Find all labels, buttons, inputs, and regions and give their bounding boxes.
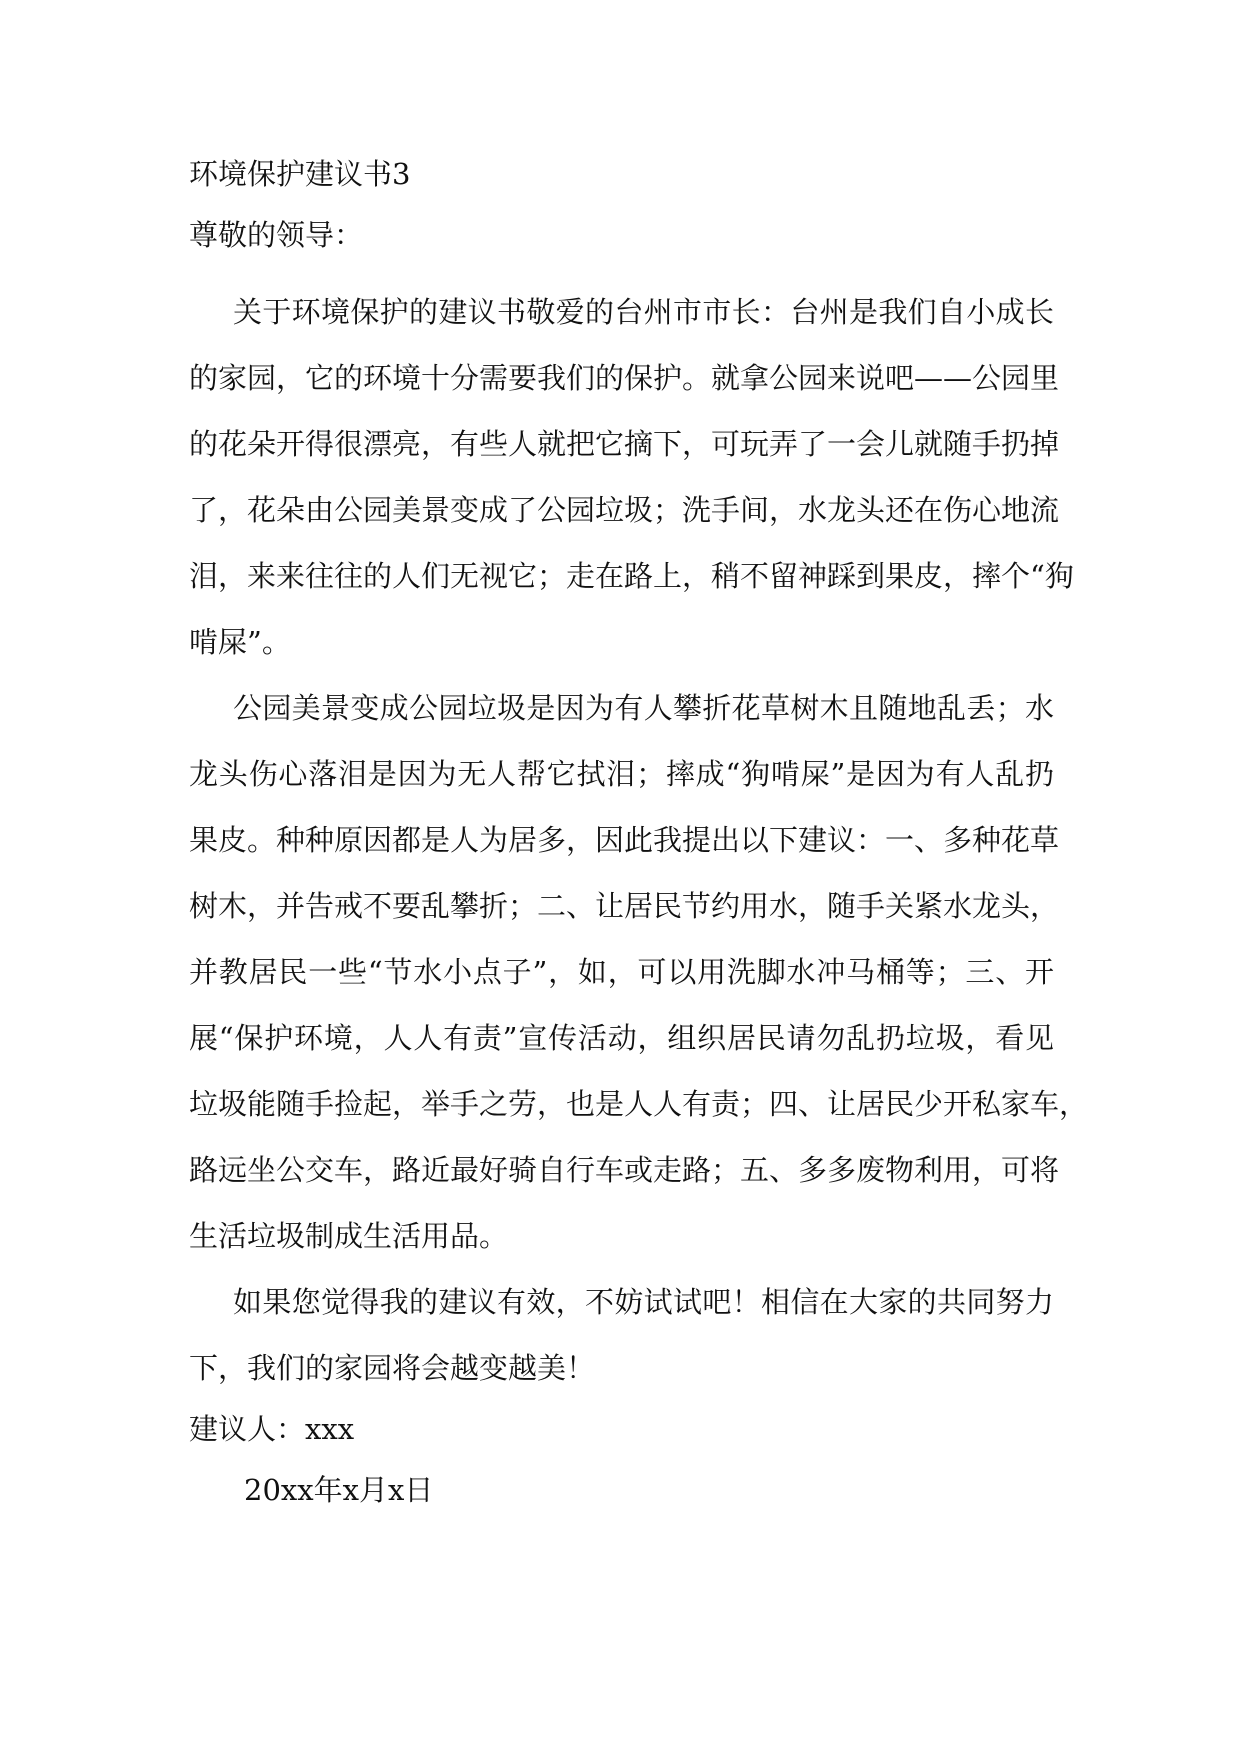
paragraph-2-line-2: 龙头伤心落泪是因为无人帮它拭泪；摔成“狗啃屎”是因为有人乱扔 xyxy=(189,757,1054,791)
paragraph-2-line-8: 路远坐公交车，路近最好骑自行车或走路；五、多多废物利用，可将 xyxy=(189,1153,1060,1187)
paragraph-2-line-6: 展“保护环境，人人有责”宣传活动，组织居民请勿乱扔垃圾，看见 xyxy=(189,1021,1054,1055)
paragraph-1-line-2: 的家园，它的环境十分需要我们的保护。就拿公园来说吧——公园里 xyxy=(189,361,1060,395)
paragraph-3-line-2: 下，我们的家园将会越变越美！ xyxy=(189,1351,596,1385)
paragraph-2-line-4: 树木，并告戒不要乱攀折；二、让居民节约用水，随手关紧水龙头， xyxy=(189,889,1060,923)
paragraph-1-line-1: 关于环境保护的建议书敬爱的台州市市长：台州是我们自小成长 xyxy=(233,295,1054,329)
document-title: 环境保护建议书3 xyxy=(189,157,411,191)
signature: 建议人：xxx xyxy=(189,1412,355,1446)
paragraph-2-line-9: 生活垃圾制成生活用品。 xyxy=(189,1219,509,1253)
paragraph-2-line-1: 公园美景变成公园垃圾是因为有人攀折花草树木且随地乱丢；水 xyxy=(233,691,1054,725)
paragraph-2-line-7: 垃圾能随手捡起，举手之劳，也是人人有责；四、让居民少开私家车， xyxy=(189,1087,1089,1121)
paragraph-1-line-3: 的花朵开得很漂亮，有些人就把它摘下，可玩弄了一会儿就随手扔掉 xyxy=(189,427,1060,461)
salutation: 尊敬的领导： xyxy=(189,218,364,252)
paragraph-1-line-6: 啃屎”。 xyxy=(189,625,291,659)
date: 20xx年x月x日 xyxy=(244,1473,434,1507)
paragraph-1-line-5: 泪，来来往往的人们无视它；走在路上，稍不留神踩到果皮，摔个“狗 xyxy=(189,559,1074,593)
paragraph-1-line-4: 了，花朵由公园美景变成了公园垃圾；洗手间，水龙头还在伤心地流 xyxy=(189,493,1060,527)
paragraph-3-line-1: 如果您觉得我的建议有效，不妨试试吧！相信在大家的共同努力 xyxy=(233,1285,1054,1319)
paragraph-2-line-3: 果皮。种种原因都是人为居多，因此我提出以下建议：一、多种花草 xyxy=(189,823,1060,857)
paragraph-2-line-5: 并教居民一些“节水小点子”，如，可以用洗脚水冲马桶等；三、开 xyxy=(189,955,1054,989)
